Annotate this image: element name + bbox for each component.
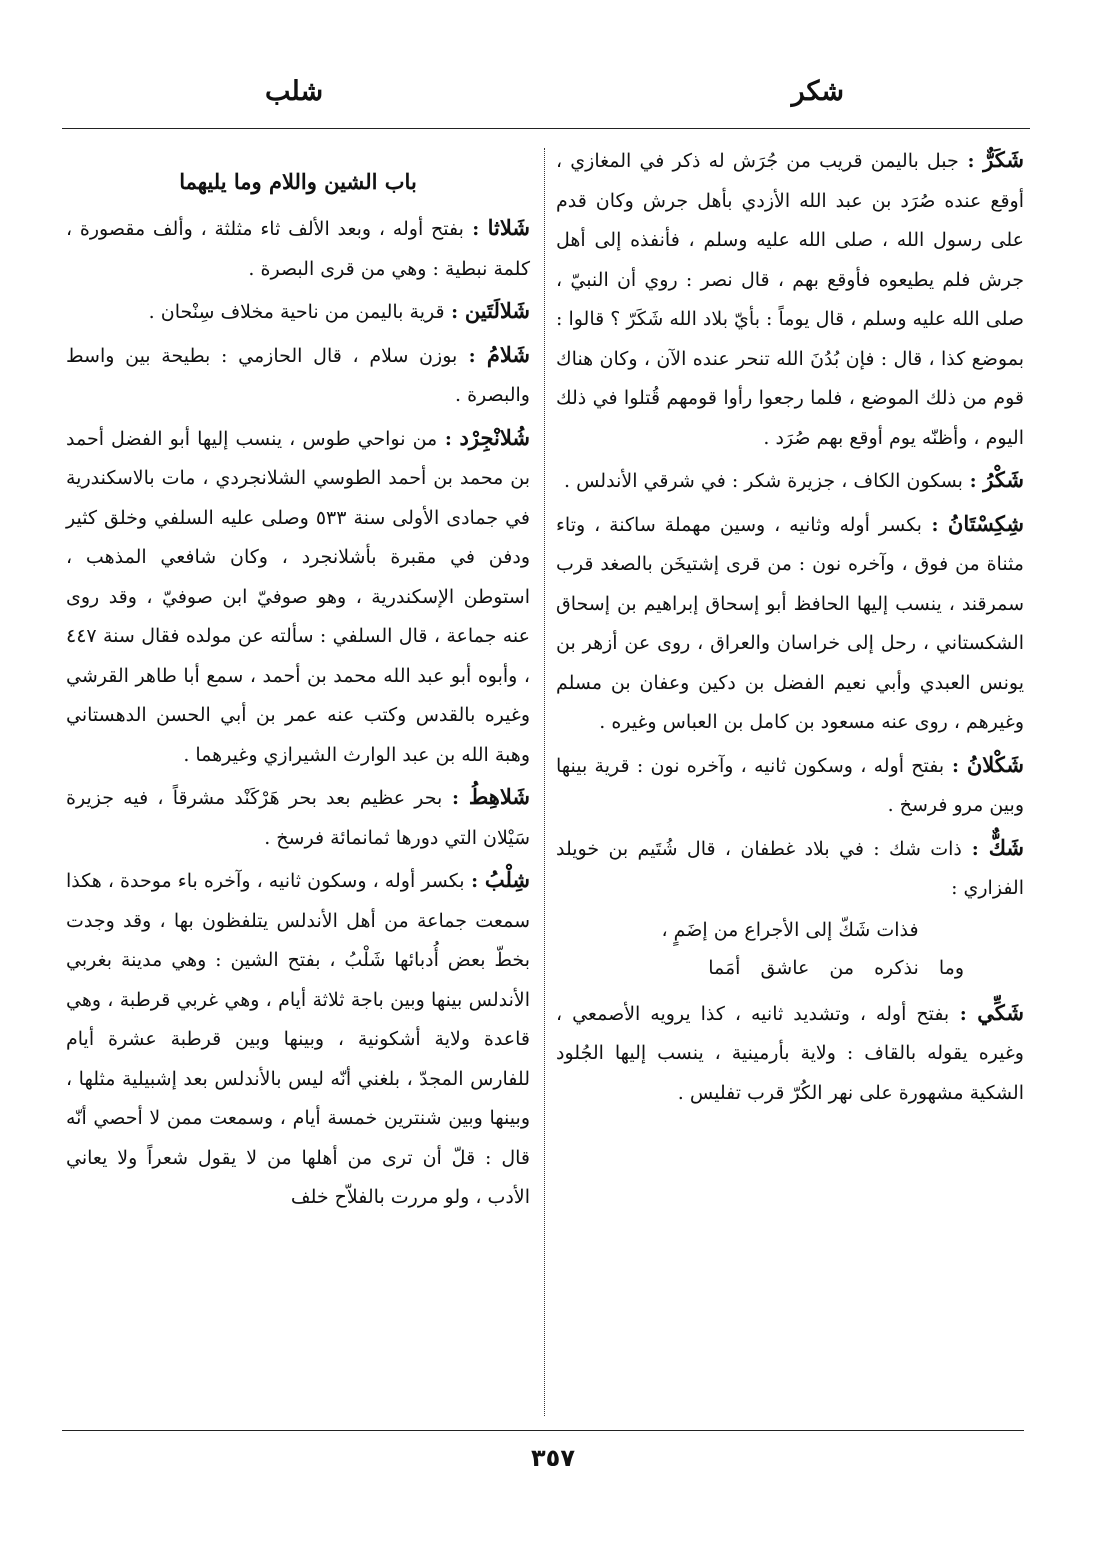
entry: شُلانْجِرْد : من نواحي طوس ، ينسب إليها أبو الفضل أحمد بن محمد بن أحمد الطوسي الشلانجردي ، مات بالاسكندرية في جمادى الأولى سنة ٥٣٣ وصلى عليه السلفي وخلق كثير ودفن في مقبرة بأشلانجرد ، وكان شافعي المذهب ، استوطن الإسكندرية ، وهو صوفيّ ابن صوفيّ ، وقد روى عنه جماعة ، قال السلفي : سألته عن مولده فقال سنة ٤٤٧ ، وأبوه أبو عبد الله محمد بن أحمد ، سمع أبا طاهر القرشي وغيره بالقدس وكتب عنه عمر بن أبي الحسن الدهستاني وهبة الله بن عبد الوارث الشيرازي وغيرهما . [66, 424, 530, 766]
entry: شَكْلانُ : بفتح أوله ، وسكون ثانيه ، وآخره نون : قرية بينها وبين مرو فرسخ . [556, 751, 1024, 816]
entry-body: بسكون الكاف ، جزيرة شكر : في شرقي الأندلس . [564, 470, 963, 492]
entry-headword: شَكٌّ [988, 834, 1024, 860]
column-divider [544, 148, 545, 1416]
entry-body: بفتح أوله ، وسكون ثانيه ، وآخره نون : قرية بينها وبين مرو فرسخ . [556, 754, 1024, 816]
entry-body: بفتح أوله ، وبعد الألف ثاء مثلثة ، وألف مقصورة ، كلمة نبطية : وهي من قرى البصرة . [66, 218, 530, 280]
entry: شَلاهِطُ : بحر عظيم بعد بحر هَرْكَنْد مشرقاً ، فيه جزيرة سَيْلان التي دورها ثمانمائة فرسخ . [66, 784, 530, 849]
entry-body: من نواحي طوس ، ينسب إليها أبو الفضل أحمد بن محمد بن أحمد الطوسي الشلانجردي ، مات بالاسكندرية في جمادى الأولى سنة ٥٣٣ وصلى عليه السلفي وخلق كثير ودفن في مقبرة بأشلانجرد ، وكان شافعي المذهب ، استوطن الإسكندرية ، وهو صوفيّ ابن صوفيّ ، وقد روى عنه جماعة ، قال السلفي : سألته عن مولده فقال سنة ٤٤٧ ، وأبوه أبو عبد الله محمد بن أحمد ، سمع أبا طاهر القرشي وغيره بالقدس وكتب عنه عمر بن أبي الحسن الدهستاني وهبة الله بن عبد الوارث الشيرازي وغيرهما . [66, 427, 530, 766]
entry: شِكِسْتَانُ : بكسر أوله وثانيه ، وسين مهملة ساكنة ، وتاء مثناة من فوق ، وآخره نون : من قرى إشتيخَن بالصغد قرب سمرقند ، ينسب إليها الحافظ أبو إسحاق إبراهيم بن إسحاق الشكستاني ، رحل إلى خراسان والعراق ، روى عن أزهر بن يونس العبدي وأبي نعيم الفضل بن دكين وعفان بن مسلم وغيرهم ، روى عنه مسعود بن كامل بن العباس وغيره . [556, 510, 1025, 733]
entry-headword: شَلامُ [486, 341, 530, 367]
running-header-right: شكر [791, 76, 844, 107]
section-title: باب الشين واللام وما يليهما [179, 169, 417, 194]
entry-headword: شَكْرُ [983, 467, 1024, 492]
entry-body: ذات شك : في بلاد غطفان ، قال شُتَيم بن خويلد الفزاري : [556, 837, 1024, 899]
entry: شَكْرُ : بسكون الكاف ، جزيرة شكر : في شرقي الأندلس . [564, 467, 1024, 492]
entry-body: بوزن سلام ، قال الحازمي : بطيحة بين واسط والبصرة . [66, 344, 530, 406]
left-column [66, 140, 530, 1220]
entry-headword: شَلاهِطُ [468, 784, 530, 809]
poem [556, 911, 1024, 987]
poem-line: وما نذكره من عاشق أمَما [708, 956, 964, 979]
poem-line: فذات شَكّ إلى الأجراع من إضَمٍ ، [661, 918, 919, 941]
entry-headword: شَلاثا [487, 215, 530, 240]
entry-body: بكسر أوله وثانيه ، وسين مهملة ساكنة ، وتاء مثناة من فوق ، وآخره نون : من قرى إشتيخَن بالصغد قرب سمرقند ، ينسب إليها الحافظ أبو إسحاق إبراهيم بن إسحاق الشكستاني ، رحل إلى خراسان والعراق ، روى عن أزهر بن يونس العبدي وأبي نعيم الفضل بن دكين وعفان بن مسلم وغيرهم ، روى عنه مسعود بن كامل بن العباس وغيره . [556, 513, 1024, 733]
entry-headword: شَلالَتَين [464, 298, 530, 323]
entry-body: قرية باليمن من ناحية مخلاف سِنْحان . [148, 301, 445, 323]
running-header-left: شلب [265, 76, 324, 107]
entry-headword: شُلانْجِرْد [459, 424, 530, 450]
entry-headword: شَكْلانُ [966, 751, 1024, 777]
entry: شِلْبُ : بكسر أوله ، وسكون ثانيه ، وآخره باء موحدة ، هكذا سمعت جماعة من أهل الأندلس يتلفظون بها ، وقد وجدت بخطّ بعض أُدبائها شَلْبُ ، بفتح الشين : وهي مدينة بغربي الأندلس بينها وبين باجة ثلاثة أيام ، وهي غربي قرطبة ، وهي قاعدة ولاية أشكونية ، وبينها وبين قرطبة عشرة أيام للفارس المجدّ ، بلغني أنّه ليس بالأندلس بعد إشبيلية مثلها ، وبينها وبين شنترين خمسة أيام ، وسمعت ممن لا أحصي أنّه قال : قلّ أن ترى من أهلها من لا يقول شعراً ولا يعاني الأدب ، ولو مررت بالفلاّح خلف [66, 867, 531, 1208]
entry: شَكِّي : بفتح أوله ، وتشديد ثانيه ، كذا يرويه الأصمعي ، وغيره يقوله بالقاف : ولاية بأرمينية ، ينسب إليها الجُلود الشكية مشهورة على نهر الكُرّ قرب تفليس . [556, 999, 1024, 1104]
entry-headword: شَكَرٌّ [983, 147, 1024, 172]
entry: شَكَرٌّ : جبل باليمن قريب من جُرَش له ذكر في المغازي ، أوقع عنده صُرَد بن عبد الله الأزدي بأهل جرش وكان قدم على رسول الله ، صلى الله عليه وسلم ، فأنفذه إلى أهل جرش فلم يطيعوه فأوقع بهم ، قال نصر : روي أن النبيّ ، صلى الله عليه وسلم ، قال يوماً : بأيّ بلاد الله شَكَرّ ؟ قالوا : بموضع كذا ، قال : فإن بُدُنَ الله تنحر عنده الآن ، وكان هناك قوم من ذلك الموضع ، فلما رجعوا رأوا قومهم قُتلوا في ذلك اليوم ، وأظنّه يوم أوقع بهم صُرَد . [556, 147, 1024, 449]
entry-body: بفتح أوله ، وتشديد ثانيه ، كذا يرويه الأصمعي ، وغيره يقوله بالقاف : ولاية بأرمينية ، ينسب إليها الجُلود الشكية مشهورة على نهر الكُرّ قرب تفليس . [556, 1002, 1024, 1104]
header-rule [62, 128, 1030, 129]
right-column [556, 140, 1024, 1115]
entry-body: بكسر أوله ، وسكون ثانيه ، وآخره باء موحدة ، هكذا سمعت جماعة من أهل الأندلس يتلفظون بها ، وقد وجدت بخطّ بعض أُدبائها شَلْبُ ، بفتح الشين : وهي مدينة بغربي الأندلس بينها وبين باجة ثلاثة أيام ، وهي غربي قرطبة ، وهي قاعدة ولاية أشكونية ، وبينها وبين قرطبة عشرة أيام للفارس المجدّ ، بلغني أنّه ليس بالأندلس بعد إشبيلية مثلها ، وبينها وبين شنترين خمسة أيام ، وسمعت ممن لا أحصي أنّه قال : قلّ أن ترى من أهلها من لا يقول شعراً ولا يعاني الأدب ، ولو مررت بالفلاّح خلف [66, 870, 530, 1208]
entry: شَلالَتَين : قرية باليمن من ناحية مخلاف سِنْحان . [148, 298, 530, 323]
entry: شَلامُ : بوزن سلام ، قال الحازمي : بطيحة بين واسط والبصرة . [66, 341, 530, 406]
footer-rule [62, 1430, 1024, 1431]
page-number: ٣٥٧ [531, 1444, 575, 1472]
entry: شَكٌّ : ذات شك : في بلاد غطفان ، قال شُتَيم بن خويلد الفزاري : [556, 834, 1024, 899]
entry-headword: شِكِسْتَانُ [947, 510, 1025, 536]
entry-headword: شَكِّي [977, 999, 1024, 1025]
entry-body: بحر عظيم بعد بحر هَرْكَنْد مشرقاً ، فيه جزيرة سَيْلان التي دورها ثمانمائة فرسخ . [66, 787, 530, 849]
entry: شَلاثا : بفتح أوله ، وبعد الألف ثاء مثلثة ، وألف مقصورة ، كلمة نبطية : وهي من قرى البصرة . [66, 215, 530, 280]
entry-headword: شِلْبُ [484, 867, 531, 892]
entry-body: جبل باليمن قريب من جُرَش له ذكر في المغازي ، أوقع عنده صُرَد بن عبد الله الأزدي بأهل جرش وكان قدم على رسول الله ، صلى الله عليه وسلم ، فأنفذه إلى أهل جرش فلم يطيعوه فأوقع بهم ، قال نصر : روي أن النبيّ ، صلى الله عليه وسلم ، قال يوماً : بأيّ بلاد الله شَكَرّ ؟ قالوا : بموضع كذا ، قال : فإن بُدُنَ الله تنحر عنده الآن ، وكان هناك قوم من ذلك الموضع ، فلما رجعوا رأوا قومهم قُتلوا في ذلك اليوم ، وأظنّه يوم أوقع بهم صُرَد . [556, 150, 1024, 449]
